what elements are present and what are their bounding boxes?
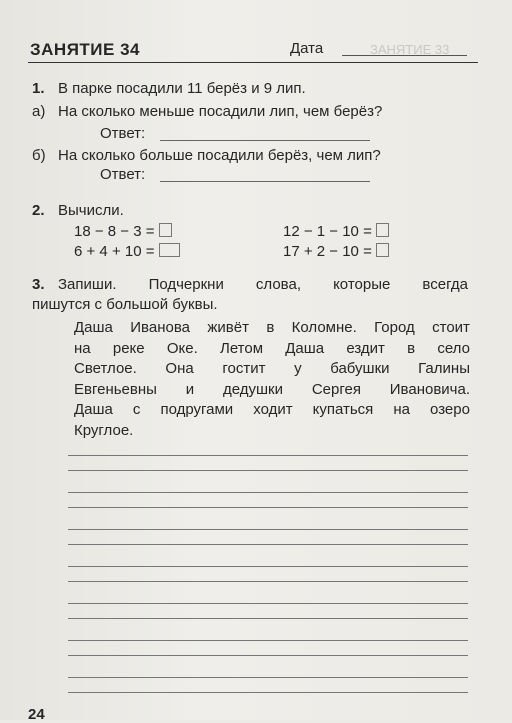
writing-line[interactable] — [68, 618, 468, 619]
story-word: Она — [165, 360, 194, 377]
writing-line[interactable] — [68, 581, 468, 582]
story-word: и — [185, 380, 195, 398]
writing-line[interactable] — [68, 566, 468, 567]
instruction-part: Запиши. — [58, 276, 117, 293]
story-word: Галины — [418, 360, 470, 377]
writing-line[interactable] — [68, 507, 468, 508]
writing-line[interactable] — [68, 692, 468, 693]
date-label: Дата — [290, 40, 324, 57]
story-word: Оке. — [166, 339, 198, 357]
story-word: село — [437, 339, 470, 357]
task1-text: В парке посадили 11 берёз и 9 лип. — [58, 80, 306, 97]
expression-1 — [74, 223, 172, 240]
task1b-question: На сколько больше посадили берёз, чем лип? — [58, 147, 381, 164]
story-line — [74, 380, 470, 401]
page-number: 24 — [28, 706, 45, 723]
writing-line[interactable] — [68, 529, 468, 530]
instruction-part: всегда — [422, 276, 468, 293]
story-line: Круглое. — [74, 421, 134, 439]
story-word: на — [74, 339, 91, 357]
bleedthrough-text: ЗАНЯТИЕ 33 — [370, 42, 450, 57]
story-word: в — [266, 319, 275, 336]
task1a-answer-line[interactable] — [160, 140, 370, 141]
writing-line[interactable] — [68, 470, 468, 471]
story-line — [74, 400, 470, 421]
expression-4 — [283, 243, 389, 260]
instruction-part: слова, — [255, 276, 301, 293]
story-word: Город — [374, 319, 415, 336]
story-word: Даша — [74, 319, 113, 336]
answer-box[interactable] — [376, 243, 389, 257]
expression-2 — [283, 223, 389, 240]
story-word: Ивановича. — [389, 380, 470, 398]
story-word: Сергея — [311, 380, 361, 398]
writing-line[interactable] — [68, 655, 468, 656]
story-word: подругами — [160, 401, 234, 418]
expression-text: 17 + 2 − 10 = — [283, 243, 372, 260]
story-word: Иванова — [130, 319, 190, 336]
title-underline — [28, 62, 478, 63]
writing-line[interactable] — [68, 640, 468, 641]
writing-line[interactable] — [68, 492, 468, 493]
story-word: купаться — [312, 401, 374, 418]
task1b-marker: б) — [32, 147, 46, 164]
story-word: на — [393, 401, 410, 418]
writing-line[interactable] — [68, 544, 468, 545]
instruction-part: Подчеркни — [148, 276, 224, 293]
story-word: реке — [112, 339, 145, 357]
story-line — [74, 339, 470, 360]
story-word: с — [132, 401, 141, 418]
task3-number: 3. — [32, 276, 45, 293]
answer-box[interactable] — [159, 243, 180, 257]
task3-instruction-line2: пишутся с большой буквы. — [32, 296, 218, 313]
story-line — [74, 318, 470, 339]
task2-text: Вычисли. — [58, 202, 124, 219]
story-word: Коломне. — [291, 319, 357, 336]
task3-instruction — [58, 276, 468, 293]
expression-text: 12 − 1 − 10 = — [283, 223, 372, 240]
lesson-title: ЗАНЯТИЕ 34 — [30, 40, 140, 59]
story-line — [74, 359, 470, 380]
story-word: Евгеньевны — [74, 380, 157, 398]
story-word: в — [407, 339, 416, 357]
story-word: бабушки — [330, 360, 390, 377]
story-word: Даша — [285, 339, 325, 357]
expression-text: 18 − 8 − 3 = — [74, 223, 155, 240]
story-word: ходит — [253, 401, 293, 418]
task1a-question: На сколько меньше посадили лип, чем берёз? — [58, 103, 383, 120]
story-word: у — [294, 360, 302, 377]
task1-number: 1. — [32, 80, 45, 97]
expression-3 — [74, 243, 180, 260]
task2-number: 2. — [32, 202, 45, 219]
story-text — [74, 318, 470, 441]
story-word: Светлое. — [74, 360, 137, 377]
story-word: дедушки — [222, 380, 283, 398]
answer-box[interactable] — [159, 223, 172, 237]
story-word: Летом — [219, 339, 264, 357]
writing-line[interactable] — [68, 455, 468, 456]
answer-box[interactable] — [376, 223, 389, 237]
story-word: стоит — [432, 319, 470, 336]
task1a-marker: а) — [32, 103, 46, 120]
story-word: ездит — [346, 339, 385, 357]
writing-line[interactable] — [68, 603, 468, 604]
task1b-answer-label: Ответ: — [100, 166, 146, 183]
story-word: живёт — [207, 319, 249, 336]
task1b-answer-line[interactable] — [160, 181, 370, 182]
instruction-part: которые — [333, 276, 391, 293]
story-word: Даша — [74, 401, 113, 418]
story-word: озеро — [430, 401, 470, 418]
expression-text: 6 + 4 + 10 = — [74, 243, 155, 260]
task1a-answer-label: Ответ: — [100, 125, 146, 142]
story-word: гостит — [222, 360, 266, 377]
writing-line[interactable] — [68, 677, 468, 678]
